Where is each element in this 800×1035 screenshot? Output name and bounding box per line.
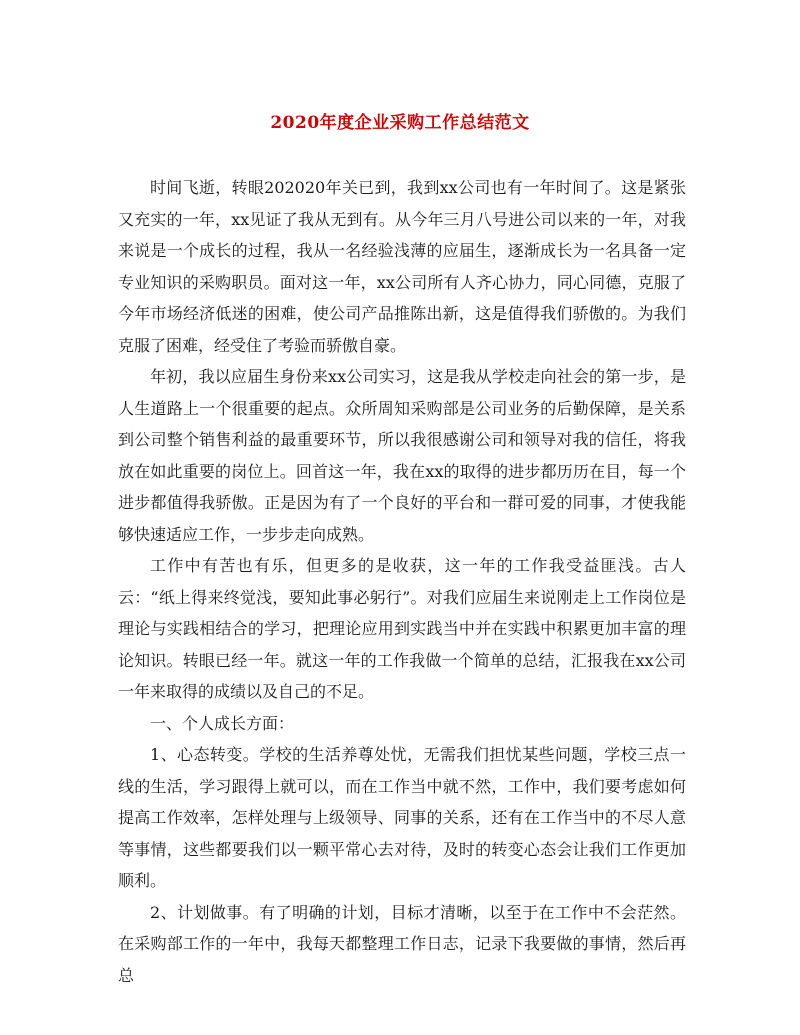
document-body <box>118 172 686 991</box>
paragraph-work-gains: 工作中有苦也有乐，但更多的是收获，这一年的工作我受益匪浅。古人云：“纸上得来终觉浅，要知此事必躬行”。对我们应届生来说刚走上工作岗位是理论与实践相结合的学习，把理论应用到实践当中并在实践中积累更加丰富的理论知识。转眼已经一年。就这一年的工作我做一个简单的总结，汇报我在xx公司一年来取得的成绩以及自己的不足。 <box>118 556 686 701</box>
document-title: 2020年度企业采购工作总结范文 <box>270 113 530 133</box>
section-heading-personal-growth: 一、个人成长方面： <box>150 713 295 733</box>
paragraph-mindset-change: 1、心态转变。学校的生活养尊处忧，无需我们担忧某些问题，学校三点一线的生活，学习跟得上就可以，而在工作当中就不然，工作中，我们要考虑如何提高工作效率，怎样处理与上级领导、同事的关系，还有在工作当中的不尽人意等事情，这些都要我们以一颗平常心去对待，及时的转变心态会让我们工作更加顺利。 <box>118 745 686 890</box>
paragraph-start-of-year: 年初，我以应届生身份来xx公司实习，这是我从学校走向社会的第一步，是人生道路上一个很重要的起点。众所周知采购部是公司业务的后勤保障，是关系到公司整个销售利益的最重要环节，所以我很感谢公司和领导对我的信任，将我放在如此重要的岗位上。回首这一年，我在xx的取得的进步都历历在目，每一个进步都值得我骄傲。正是因为有了一个良好的平台和一群可爱的同事，才使我能够快速适应工作，一步步走向成熟。 <box>118 367 686 544</box>
paragraph-planning: 2、计划做事。有了明确的计划，目标才清晰，以至于在工作中不会茫然。在采购部工作的一年中，我每天都整理工作日志，记录下我要做的事情，然后再总 <box>118 902 686 985</box>
paragraph-intro: 时间飞逝，转眼202020年关已到，我到xx公司也有一年时间了。这是紧张又充实的一年，xx见证了我从无到有。从今年三月八号进公司以来的一年，对我来说是一个成长的过程，我从一名经验浅薄的应届生，逐渐成长为一名具备一定专业知识的采购职员。面对这一年，xx公司所有人齐心协力，同心同德，克服了今年市场经济低迷的困难，使公司产品推陈出新，这是值得我们骄傲的。为我们克服了困难，经受住了考验而骄傲自豪。 <box>118 178 686 355</box>
